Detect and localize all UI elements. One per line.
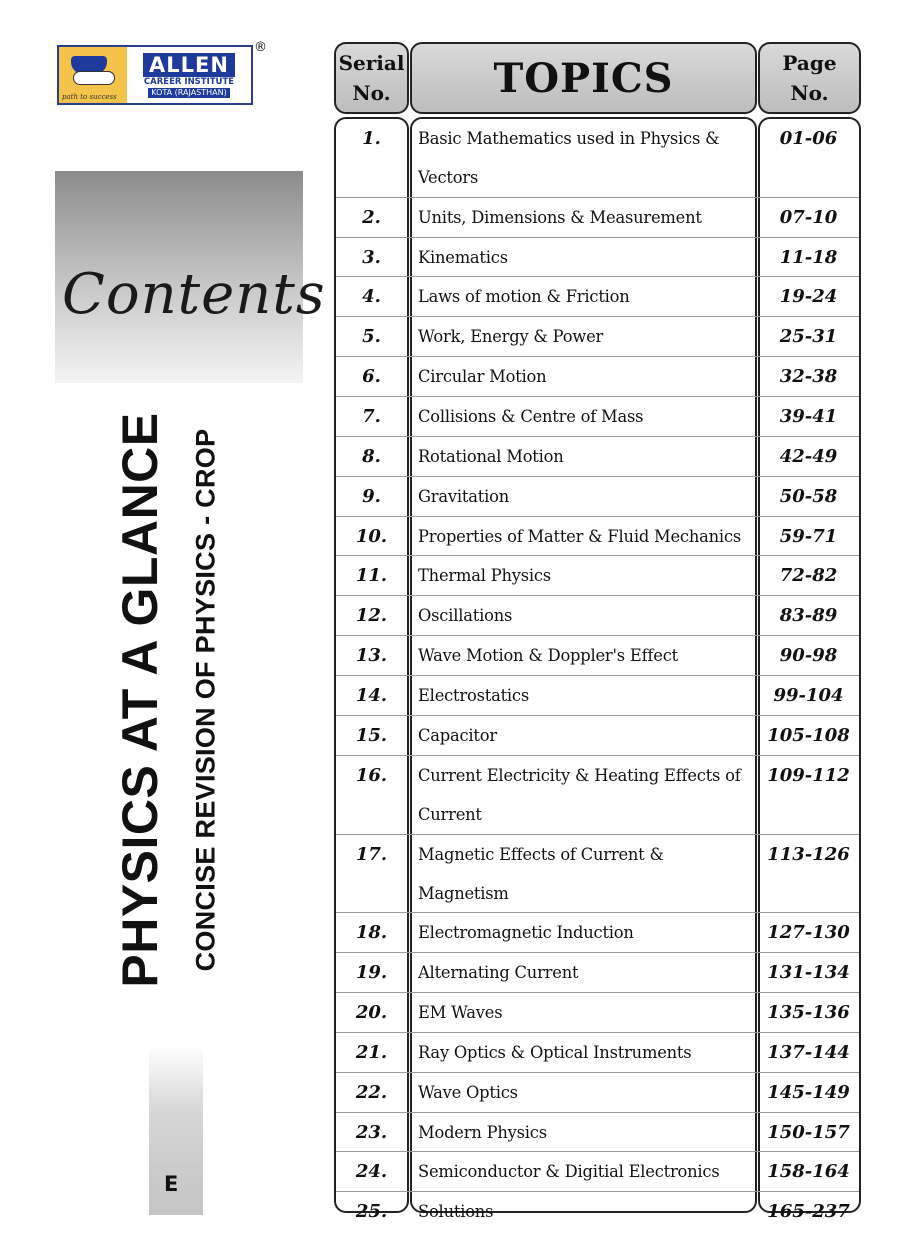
topic-cell: Collisions & Centre of Mass xyxy=(418,407,644,427)
book-title: PHYSICS AT A GLANCE xyxy=(112,412,168,988)
topic-cell: Modern Physics xyxy=(418,1122,547,1142)
table-row xyxy=(336,716,859,756)
page-cell: 105-108 xyxy=(767,724,850,746)
table-row xyxy=(336,198,859,238)
topic-cell: Units, Dimensions & Measurement xyxy=(418,207,702,227)
table-row xyxy=(336,1073,859,1113)
page-cell: 01-06 xyxy=(779,128,838,149)
serial-cell: 5. xyxy=(362,326,381,348)
topic-cell: Magnetic Effects of Current & Magnetism xyxy=(418,844,664,903)
page-cell: 19-24 xyxy=(779,286,838,308)
serial-cell: 14. xyxy=(355,685,388,707)
topic-cell: EM Waves xyxy=(418,1002,503,1022)
serial-cell: 2. xyxy=(362,206,381,228)
serial-cell: 18. xyxy=(355,922,388,944)
page-cell: 39-41 xyxy=(779,406,838,428)
table-row xyxy=(336,238,859,278)
serial-cell: 17. xyxy=(355,843,388,865)
topic-cell: Electromagnetic Induction xyxy=(418,923,634,943)
page-cell: 83-89 xyxy=(779,605,838,627)
page-cell: 150-157 xyxy=(767,1121,850,1143)
page-cell: 165-237 xyxy=(767,1201,850,1223)
topic-cell: Solutions xyxy=(418,1202,494,1222)
logo-name: ALLEN xyxy=(143,53,235,77)
table-row xyxy=(336,119,859,198)
contents-table xyxy=(336,119,859,1231)
topic-cell: Circular Motion xyxy=(418,367,547,387)
header-page-no: Page No. xyxy=(758,42,861,114)
table-row xyxy=(336,1152,859,1192)
table-row xyxy=(336,397,859,437)
topic-cell: Laws of motion & Friction xyxy=(418,287,630,307)
serial-cell: 11. xyxy=(355,565,388,587)
topic-cell: Gravitation xyxy=(418,486,509,506)
topic-cell: Ray Optics & Optical Instruments xyxy=(418,1042,692,1062)
table-row xyxy=(336,993,859,1033)
page-cell: 109-112 xyxy=(767,764,850,786)
page-cell: 32-38 xyxy=(779,366,838,388)
page-cell: 90-98 xyxy=(779,645,838,667)
page-cell: 145-149 xyxy=(767,1081,850,1103)
table-row xyxy=(336,835,859,914)
page-cell: 07-10 xyxy=(779,206,838,228)
serial-cell: 24. xyxy=(355,1161,388,1183)
topic-cell: Wave Optics xyxy=(418,1082,518,1102)
table-row xyxy=(336,1033,859,1073)
serial-cell: 15. xyxy=(355,724,388,746)
table-row xyxy=(336,556,859,596)
page-cell: 137-144 xyxy=(767,1041,850,1063)
table-row xyxy=(336,357,859,397)
header-topics: TOPICS xyxy=(410,42,757,114)
edition-letter: E xyxy=(164,1172,179,1196)
topic-cell: Work, Energy & Power xyxy=(418,327,604,347)
serial-cell: 1. xyxy=(362,128,381,149)
topic-cell: Oscillations xyxy=(418,606,513,626)
page-cell: 131-134 xyxy=(767,962,850,984)
serial-cell: 8. xyxy=(362,445,381,467)
table-row xyxy=(336,756,859,835)
serial-cell: 21. xyxy=(355,1041,388,1063)
contents-title: Contents xyxy=(62,262,326,327)
page-cell: 113-126 xyxy=(767,843,850,865)
topic-cell: Properties of Matter & Fluid Mechanics xyxy=(418,526,742,546)
serial-cell: 6. xyxy=(362,366,381,388)
logo-tagline: path to success xyxy=(62,93,117,101)
page-cell: 50-58 xyxy=(779,485,838,507)
page-cell: 11-18 xyxy=(779,246,838,268)
table-row xyxy=(336,277,859,317)
page-cell: 99-104 xyxy=(773,685,844,707)
logo-line2: KOTA (RAJASTHAN) xyxy=(148,88,229,98)
page-cell: 25-31 xyxy=(779,326,838,348)
topic-cell: Thermal Physics xyxy=(418,566,551,586)
serial-cell: 4. xyxy=(362,286,381,308)
topic-cell: Wave Motion & Doppler's Effect xyxy=(418,646,678,666)
registered-mark: ® xyxy=(254,40,267,55)
topic-cell: Current Electricity & Heating Effects of Current xyxy=(418,765,741,824)
topic-cell: Kinematics xyxy=(418,247,508,267)
hand-icon xyxy=(73,71,115,85)
page-cell: 158-164 xyxy=(767,1161,850,1183)
serial-cell: 10. xyxy=(355,525,388,547)
allen-logo xyxy=(57,45,253,105)
table-row xyxy=(336,477,859,517)
serial-cell: 22. xyxy=(355,1081,388,1103)
serial-cell: 25. xyxy=(355,1201,388,1223)
book-subtitle: CONCISE REVISION OF PHYSICS - CROP xyxy=(190,428,221,972)
page-cell: 135-136 xyxy=(767,1001,850,1023)
table-row xyxy=(336,913,859,953)
page-cell: 42-49 xyxy=(779,445,838,467)
topic-cell: Semiconductor & Digitial Electronics xyxy=(418,1162,720,1182)
serial-cell: 19. xyxy=(355,962,388,984)
header-serial-no: Serial No. xyxy=(334,42,409,114)
serial-cell: 9. xyxy=(362,485,381,507)
serial-cell: 7. xyxy=(362,406,381,428)
table-row xyxy=(336,676,859,716)
serial-cell: 13. xyxy=(355,645,388,667)
table-row xyxy=(336,636,859,676)
table-row xyxy=(336,317,859,357)
table-row xyxy=(336,1113,859,1153)
logo-line1: CAREER INSTITUTE xyxy=(143,76,235,87)
topic-cell: Basic Mathematics used in Physics & Vectors xyxy=(418,129,720,187)
serial-cell: 12. xyxy=(355,605,388,627)
topic-cell: Capacitor xyxy=(418,725,497,745)
topic-cell: Electrostatics xyxy=(418,686,530,706)
table-row xyxy=(336,596,859,636)
table-row xyxy=(336,953,859,993)
table-row xyxy=(336,437,859,477)
serial-cell: 23. xyxy=(355,1121,388,1143)
page-cell: 72-82 xyxy=(779,565,838,587)
table-row xyxy=(336,517,859,557)
serial-cell: 3. xyxy=(362,246,381,268)
serial-cell: 20. xyxy=(355,1001,388,1023)
page-cell: 127-130 xyxy=(767,922,850,944)
topic-cell: Alternating Current xyxy=(418,963,579,983)
page-cell: 59-71 xyxy=(779,525,838,547)
topic-cell: Rotational Motion xyxy=(418,446,564,466)
logo-emblem xyxy=(59,47,127,103)
serial-cell: 16. xyxy=(355,764,388,786)
table-row xyxy=(336,1192,859,1231)
